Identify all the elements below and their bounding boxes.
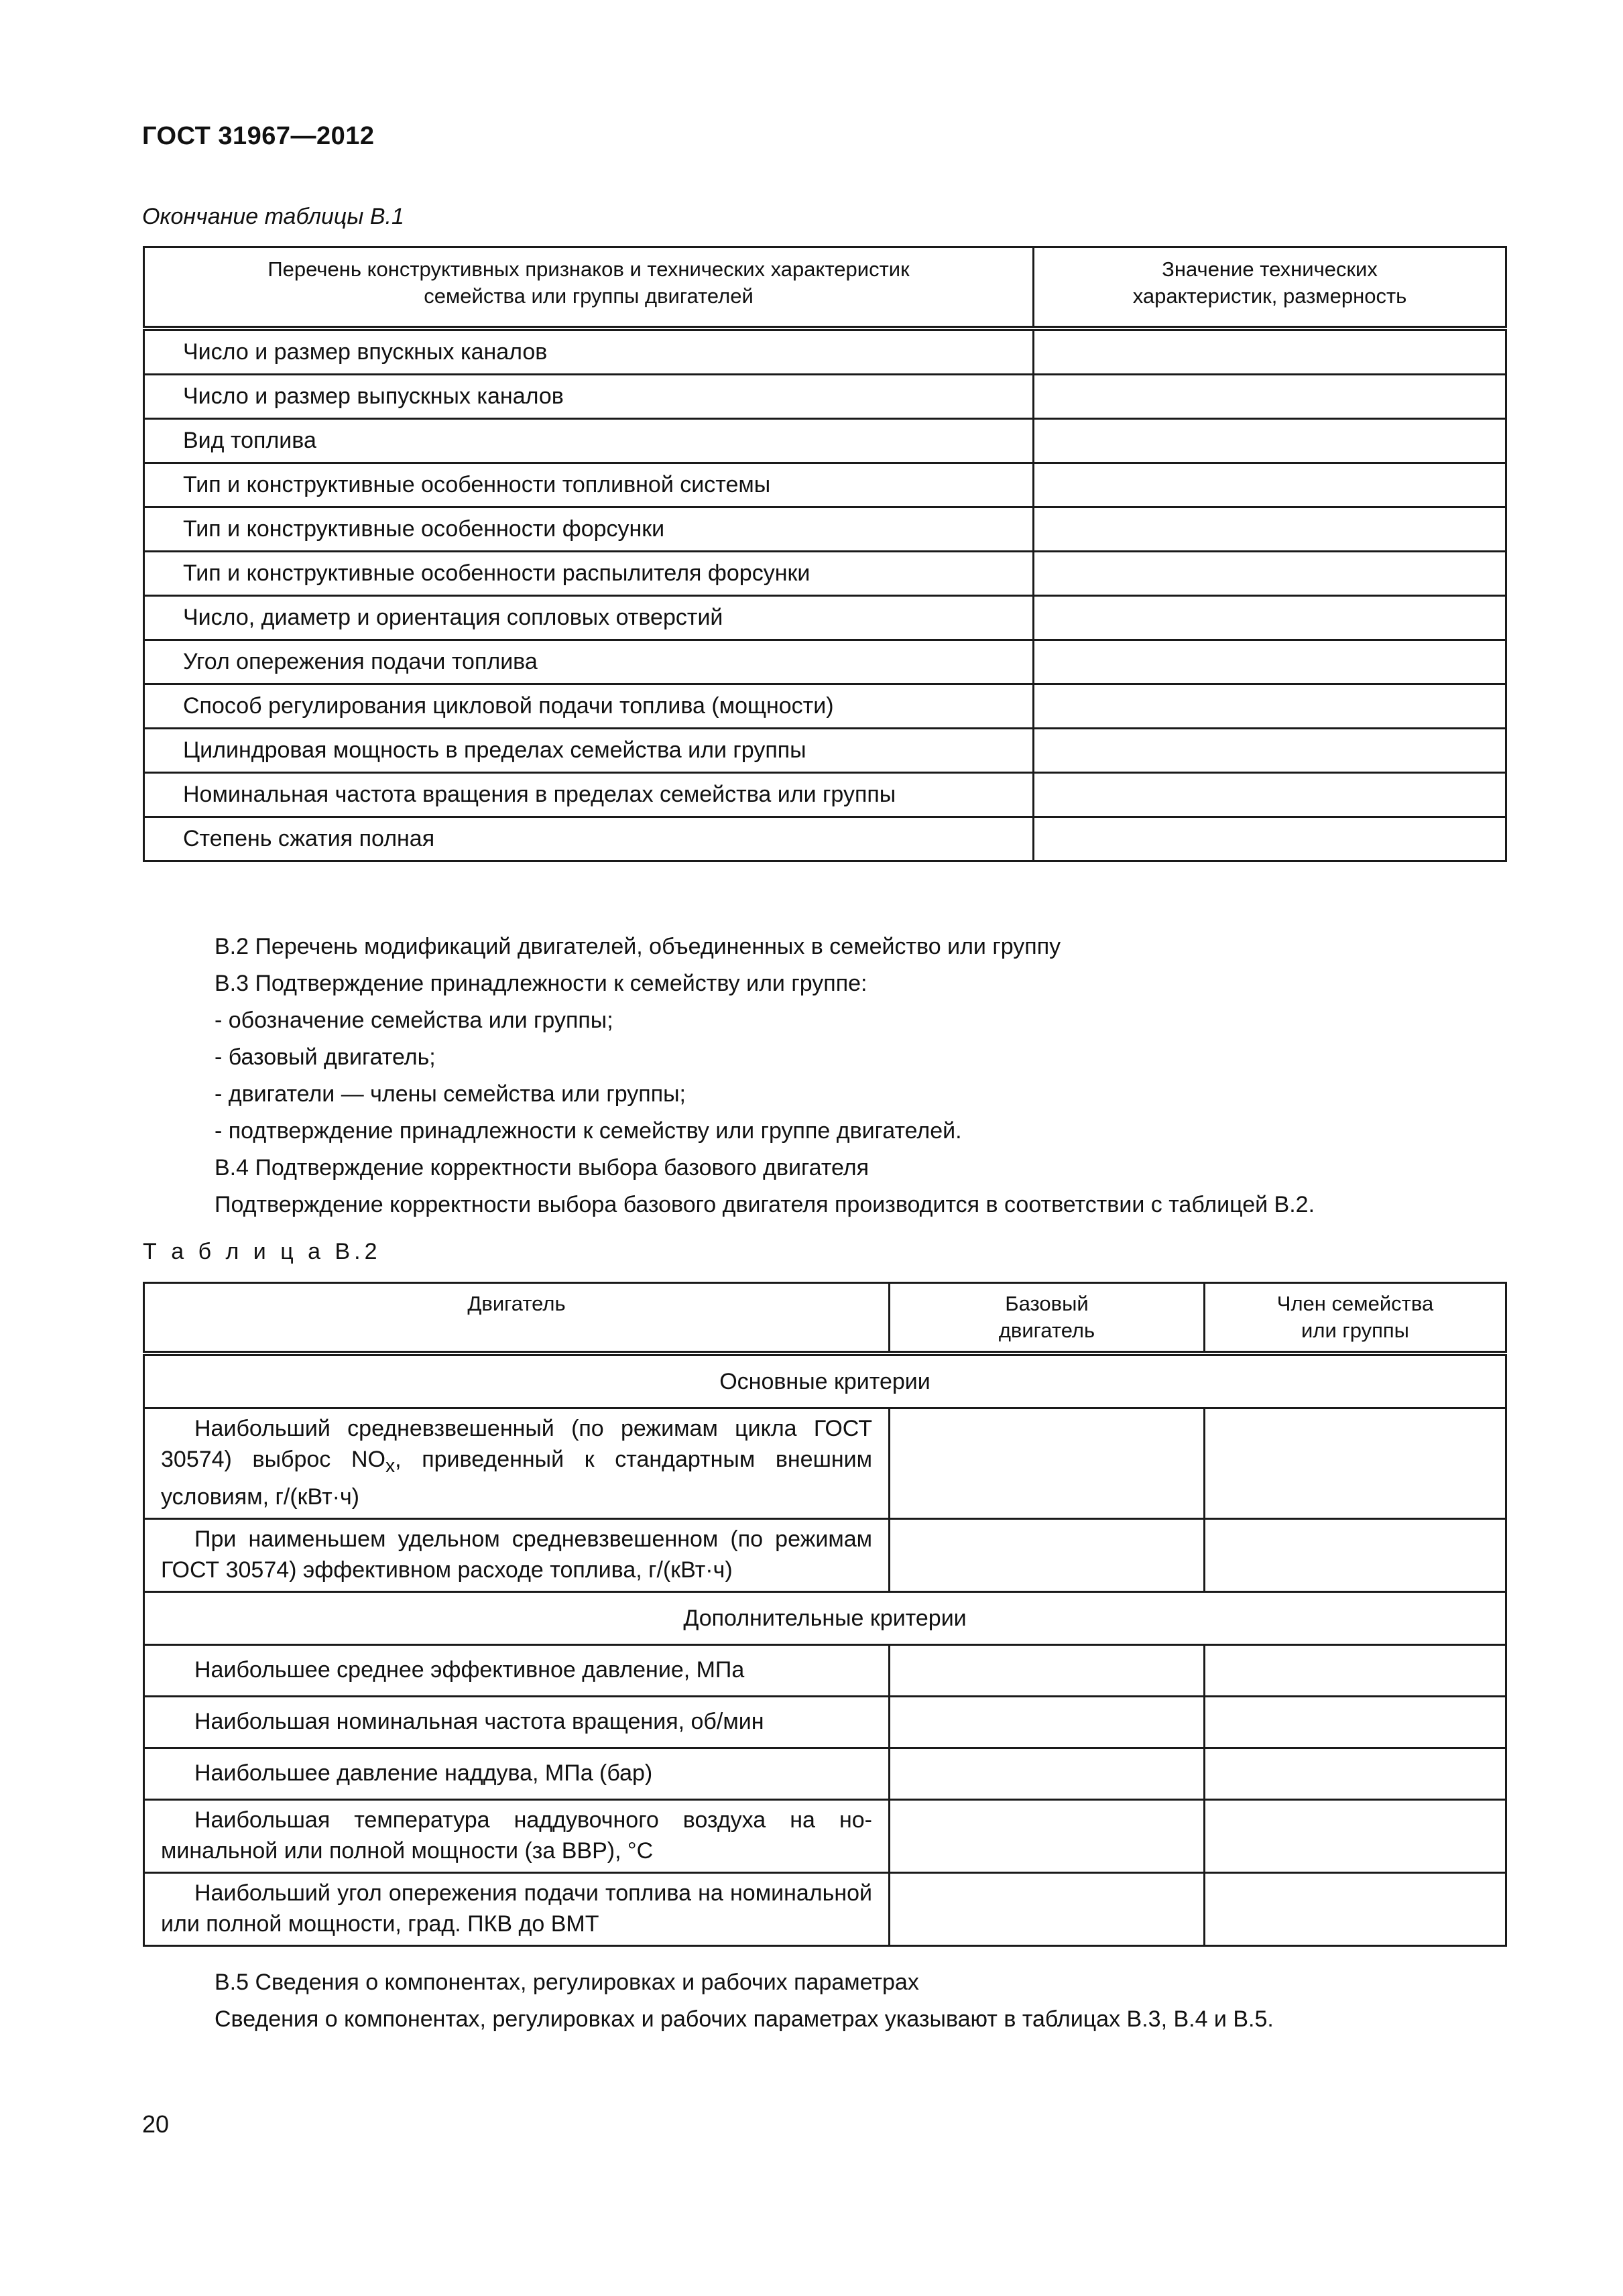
value-cell [1205,1408,1506,1519]
table-b1-col2-header: Значение технических характеристик, размерность [1034,247,1506,329]
paragraph-b4: В.4 Подтверждение корректности выбора базового двигателя [215,1155,869,1181]
value-cell [1034,507,1506,552]
list-item: - базовый двигатель; [215,1044,436,1070]
value-cell [1205,1518,1506,1591]
table-row [144,419,1506,463]
value-cell [1034,773,1506,817]
paragraph-b4-text: Подтверждение корректности выбора базового двигателя производится в соответствии с таблицей В.2. [215,1192,1315,1217]
value-cell [1034,729,1506,773]
criterion-label: Наибольшая номинальная частота вращения, об/мин [144,1696,890,1748]
row-label: Число и размер впускных каналов [144,328,1034,375]
section-heading: Дополнительные критерии [144,1591,1506,1644]
value-cell [1205,1799,1506,1872]
row-label: Число, диаметр и ориентация сопловых отверстий [144,596,1034,640]
criterion-label: Наибольший средневзвешенный (по режимам цикла ГОСТ 30574) выброс $NO_x$, приведенный к стандартным внешним условиям, г/(кВт·ч) [144,1408,890,1519]
value-cell [890,1408,1205,1519]
value-cell [1034,596,1506,640]
row-label: Тип и конструктивные особенности форсунки [144,507,1034,552]
table-row [144,684,1506,729]
section-row [144,1353,1506,1408]
table-row [144,1408,1506,1519]
row-label: Способ регулирования цикловой подачи топлива (мощности) [144,684,1034,729]
row-label: Угол опережения подачи топлива [144,640,1034,684]
paragraph-b3: В.3 Подтверждение принадлежности к семейству или группе: [215,971,867,996]
table-row [144,1696,1506,1748]
value-cell [890,1872,1205,1945]
value-cell [1034,419,1506,463]
value-cell [890,1748,1205,1799]
table-row [144,729,1506,773]
table-row [144,1799,1506,1872]
value-cell [1205,1748,1506,1799]
criterion-label: Наибольший угол опережения подачи топлива на номинальной или полной мощности, град. ПКВ до ВМТ [144,1872,890,1945]
paragraph-b2: В.2 Перечень модификаций двигателей, объединенных в семейство или группу [215,934,1061,959]
table-row [144,773,1506,817]
table-row [144,596,1506,640]
value-cell [890,1696,1205,1748]
table-row [144,1644,1506,1696]
value-cell [890,1518,1205,1591]
page-number: 20 [142,2110,170,2138]
value-cell [1205,1696,1506,1748]
value-cell [1205,1644,1506,1696]
value-cell [1034,640,1506,684]
table-b2-col3-header: Член семейства или группы [1205,1283,1506,1354]
table-row [144,640,1506,684]
value-cell [1034,463,1506,507]
criterion-label: Наибольшая температура наддувочного воздуха на номинальной или полной мощности (за ВВР), °С [144,1799,890,1872]
table-row [144,463,1506,507]
table-b2-col1-header: Двигатель [144,1283,890,1354]
criterion-label: Наибольшее среднее эффективное давление, МПа [144,1644,890,1696]
criterion-label: При наименьшем удельном средневзвешенном (по режимам ГОСТ 30574) эффективном расходе топлива, г/(кВт·ч) [144,1518,890,1591]
row-label: Номинальная частота вращения в пределах семейства или группы [144,773,1034,817]
paragraph-b5: В.5 Сведения о компонентах, регулировках и рабочих параметрах [215,1970,919,1995]
row-label: Число и размер выпускных каналов [144,375,1034,419]
table-row [144,1518,1506,1591]
table-row [144,507,1506,552]
section-row [144,1591,1506,1644]
table-b2 [143,1282,1507,1947]
row-label: Тип и конструктивные особенности распылителя форсунки [144,552,1034,596]
table-row [144,328,1506,375]
table-row [144,817,1506,861]
criterion-label: Наибольшее давление наддува, МПа (бар) [144,1748,890,1799]
value-cell [1205,1872,1506,1945]
list-item: - обозначение семейства или группы; [215,1008,613,1033]
row-label: Вид топлива [144,419,1034,463]
table-row [144,552,1506,596]
table-b1 [143,246,1507,862]
table-row [144,1872,1506,1945]
paragraph-b5-text: Сведения о компонентах, регулировках и рабочих параметрах указывают в таблицах В.3, В.4 и В.5. [215,2006,1274,2032]
value-cell [1034,328,1506,375]
value-cell [1034,684,1506,729]
document-header: ГОСТ 31967—2012 [142,122,375,150]
value-cell [890,1799,1205,1872]
table-b2-label: Т а б л и ц а В.2 [143,1239,381,1264]
row-label: Цилиндровая мощность в пределах семейства или группы [144,729,1034,773]
value-cell [1034,817,1506,861]
table-row [144,375,1506,419]
list-item: - подтверждение принадлежности к семейству или группе двигателей. [215,1118,962,1144]
section-heading: Основные критерии [144,1353,1506,1408]
value-cell [1034,375,1506,419]
table-b1-caption: Окончание таблицы В.1 [142,204,404,229]
table-b2-col2-header: Базовый двигатель [890,1283,1205,1354]
table-row [144,1748,1506,1799]
table-b1-col1-header: Перечень конструктивных признаков и технических характеристик семейства или группы двигателей [144,247,1034,329]
value-cell [1034,552,1506,596]
row-label: Тип и конструктивные особенности топливной системы [144,463,1034,507]
row-label: Степень сжатия полная [144,817,1034,861]
value-cell [890,1644,1205,1696]
list-item: - двигатели — члены семейства или группы; [215,1081,686,1107]
